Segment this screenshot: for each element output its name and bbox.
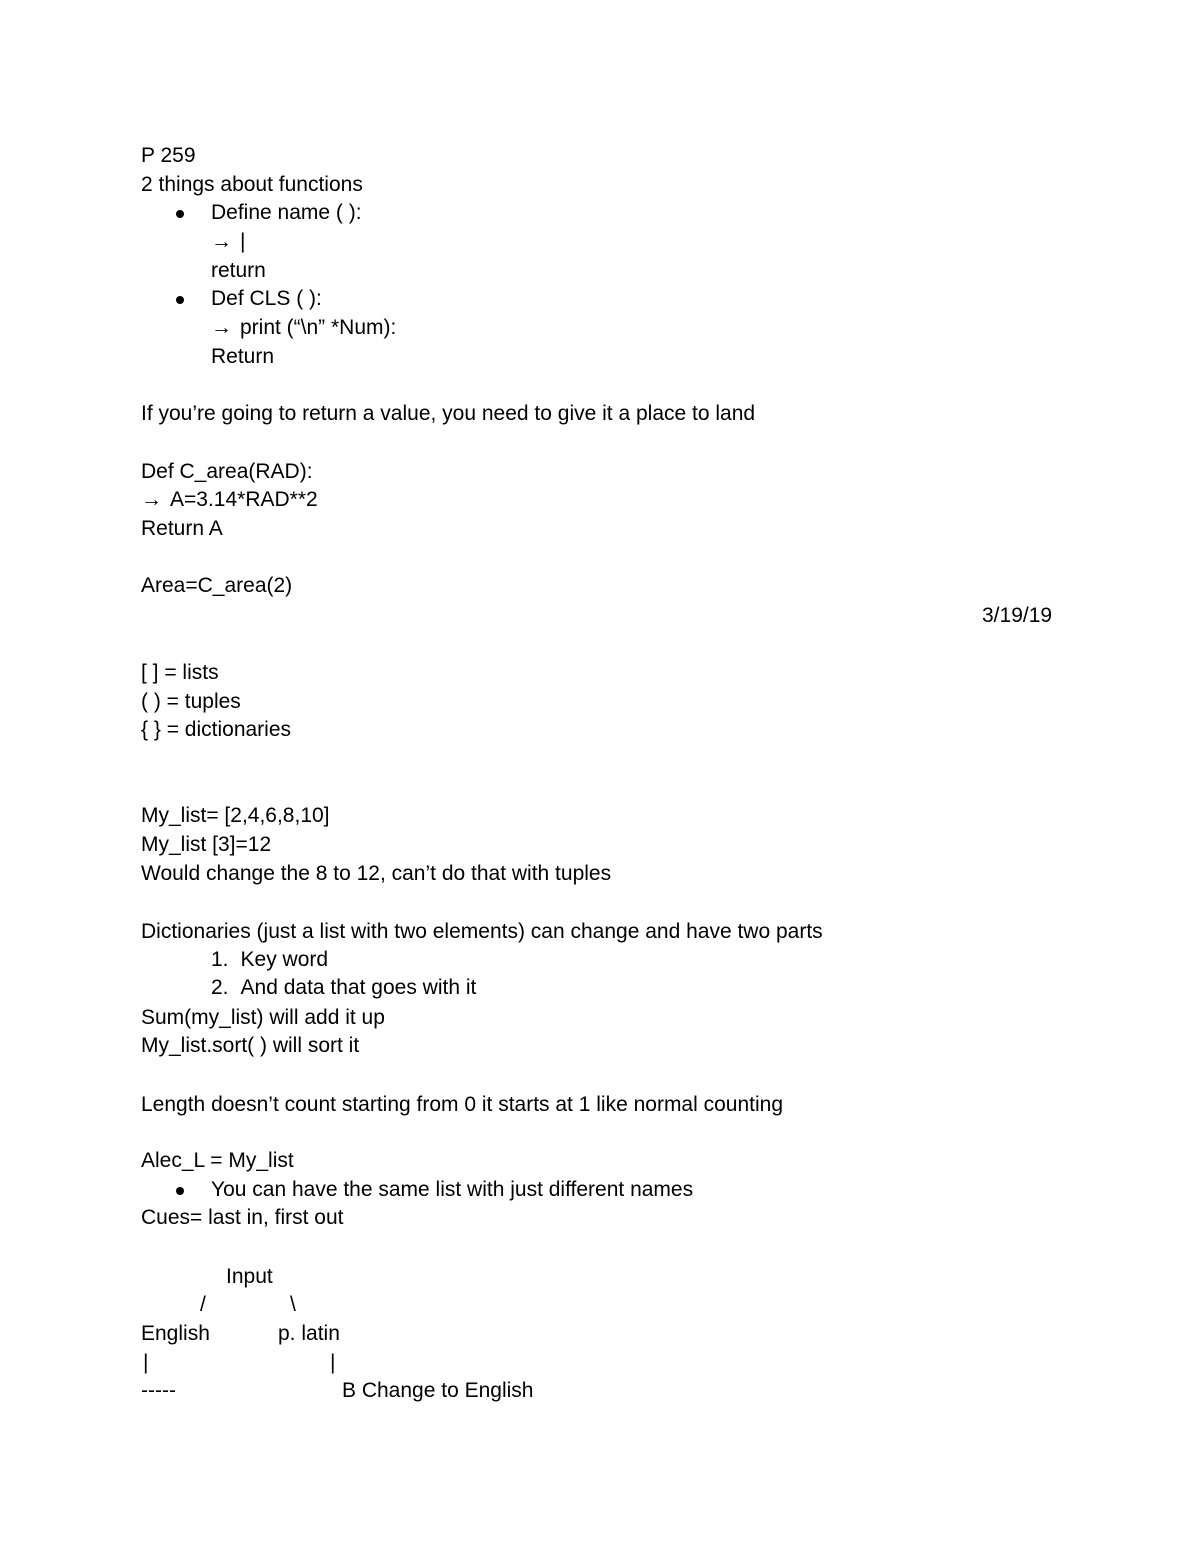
dict-intro: Dictionaries (just a list with two elements) can change and have two parts <box>141 920 823 943</box>
brackets-lists: [ ] = lists <box>141 661 219 684</box>
dict-sort: My_list.sort( ) will sort it <box>141 1034 360 1057</box>
arrow-icon: → <box>211 230 232 253</box>
diagram-input: Input <box>226 1265 273 1288</box>
list-text: And data that goes with it <box>240 976 477 999</box>
func-item1-body-line <box>211 228 245 256</box>
diagram-english: English <box>141 1322 210 1345</box>
bullet-icon <box>176 1187 184 1195</box>
subtitle: 2 things about functions <box>141 173 363 196</box>
page-title: P 259 <box>141 144 196 167</box>
area-code-line1: Def C_area(RAD): <box>141 460 313 483</box>
area-code-line3: Return A <box>141 517 223 540</box>
area-code-line2-wrap <box>141 486 318 514</box>
diagram-bar-right: | <box>330 1351 336 1374</box>
arrow-icon: → <box>211 316 232 339</box>
func-item1-label: Define name ( ): <box>211 201 362 224</box>
diagram-slash-left: / <box>200 1293 206 1316</box>
bullet-icon <box>176 210 184 218</box>
alias-line: Alec_L = My_list <box>141 1149 294 1172</box>
dict-item-1 <box>211 946 328 974</box>
list-number: 2. <box>211 976 229 999</box>
diagram-change: B Change to English <box>342 1379 534 1402</box>
brackets-tuples: ( ) = tuples <box>141 690 241 713</box>
func-item1-body: | <box>240 230 246 253</box>
cues-line: Cues= last in, first out <box>141 1206 344 1229</box>
date-stamp: 3/19/19 <box>982 604 1053 627</box>
diagram-bar-left: | <box>143 1351 149 1374</box>
list-text: Key word <box>240 948 329 971</box>
length-note: Length doesn’t count starting from 0 it starts at 1 like normal counting <box>141 1093 784 1116</box>
list-example-line2: My_list [3]=12 <box>141 833 272 856</box>
area-code-call: Area=C_area(2) <box>141 574 293 597</box>
list-example-line3: Would change the 8 to 12, can’t do that with tuples <box>141 862 612 885</box>
diagram-dashes: ----- <box>141 1379 176 1402</box>
brackets-dicts: { } = dictionaries <box>141 718 292 741</box>
func-item2-body: print (“\n” *Num): <box>240 316 397 339</box>
dict-sum: Sum(my_list) will add it up <box>141 1006 385 1029</box>
list-number: 1. <box>211 948 229 971</box>
diagram-slash-right: \ <box>290 1293 296 1316</box>
dict-item-2 <box>211 974 476 1002</box>
list-example-line1: My_list= [2,4,6,8,10] <box>141 804 330 827</box>
func-item2-body-line <box>211 314 396 342</box>
area-code-line2: A=3.14*RAD**2 <box>170 488 318 511</box>
alias-bullet: You can have the same list with just different names <box>211 1178 694 1201</box>
func-item2-label: Def CLS ( ): <box>211 287 322 310</box>
diagram-latin: p. latin <box>278 1322 340 1345</box>
return-note: If you’re going to return a value, you need to give it a place to land <box>141 402 756 425</box>
func-item2-end: Return <box>211 345 275 368</box>
func-item1-end: return <box>211 259 266 282</box>
bullet-icon <box>176 296 184 304</box>
arrow-icon: → <box>141 488 162 511</box>
